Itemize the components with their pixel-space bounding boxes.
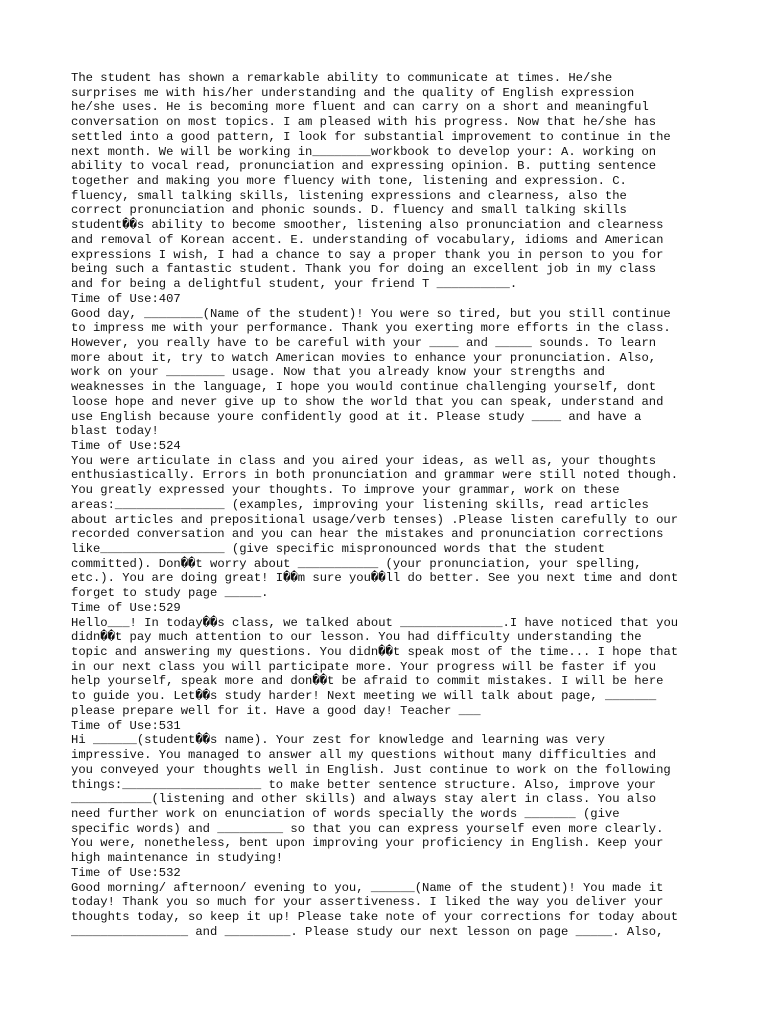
text-line: in our next class you will participate more. Your progress will be faster if you bbox=[71, 659, 657, 674]
text-line: to impress me with your performance. Thank you exerting more efforts in the class. bbox=[71, 321, 671, 336]
text-line: help yourself, speak more and don��t be afraid to commit mistakes. I will be here bbox=[71, 674, 664, 689]
text-line: use English because youre confidently good at it. Please study ____ and have a bbox=[71, 409, 642, 424]
text-line: Time of Use:407 bbox=[71, 291, 181, 306]
text-line: need further work on enunciation of words specially the words _______ (give bbox=[71, 806, 620, 821]
text-line: being such a fantastic student. Thank you for doing an excellent job in my class bbox=[71, 262, 657, 277]
text-line: work on your ________ usage. Now that you already know your strengths and bbox=[71, 365, 605, 380]
text-line: didn��t pay much attention to our lesson. You had difficulty understanding the bbox=[71, 630, 642, 645]
text-line: You greatly expressed your thoughts. To improve your grammar, work on these bbox=[71, 483, 620, 498]
text-line: Good morning/ afternoon/ evening to you, ______(Name of the student)! You made it bbox=[71, 880, 664, 895]
text-line: impressive. You managed to answer all my questions without many difficulties and bbox=[71, 748, 657, 763]
text-line: Time of Use:524 bbox=[71, 438, 181, 453]
text-line: blast today! bbox=[71, 424, 159, 439]
text-line: Hi ______(student��s name). Your zest for knowledge and learning was very bbox=[71, 733, 605, 748]
text-line: settled into a good pattern, I look for substantial improvement to continue in the bbox=[71, 129, 671, 144]
text-line: ________________ and _________. Please study our next lesson on page _____. Also, bbox=[71, 924, 664, 939]
text-line: loose hope and never give up to show the world that you can speak, understand and bbox=[71, 394, 664, 409]
text-line: You were, nonetheless, bent upon improving your proficiency in English. Keep your bbox=[71, 836, 664, 851]
text-line: please prepare well for it. Have a good day! Teacher ___ bbox=[71, 703, 481, 718]
text-line: expressions I wish, I had a chance to say a proper thank you in person to you for bbox=[71, 247, 664, 262]
text-line: Good day, ________(Name of the student)! You were so tired, but you still continue bbox=[71, 306, 671, 321]
text-line: thoughts today, so keep it up! Please take note of your corrections for today about bbox=[71, 909, 679, 924]
text-line: enthusiastically. Errors in both pronunciation and grammar were still noted though. bbox=[71, 468, 679, 483]
text-line: Time of Use:529 bbox=[71, 600, 181, 615]
text-line: together and making you more fluency with tone, listening and expression. C. bbox=[71, 174, 627, 189]
text-line: correct pronunciation and phonic sounds. D. fluency and small talking skills bbox=[71, 203, 627, 218]
text-line: student��s ability to become smoother, listening also pronunciation and clearness bbox=[71, 218, 664, 233]
text-line: Time of Use:532 bbox=[71, 865, 181, 880]
text-line: things:___________________ to make better sentence structure. Also, improve your bbox=[71, 777, 657, 792]
text-line: forget to study page _____. bbox=[71, 586, 269, 601]
text-line: fluency, small talking skills, listening expressions and clearness, also the bbox=[71, 188, 627, 203]
text-line: and for being a delightful student, your friend T __________. bbox=[71, 277, 518, 292]
text-line: ___________(listening and other skills) and always stay alert in class. You also bbox=[71, 792, 657, 807]
document-body bbox=[71, 71, 711, 939]
text-line: Hello___! In today��s class, we talked about ______________.I have noticed that you bbox=[71, 615, 679, 630]
text-line: The student has shown a remarkable ability to communicate at times. He/she bbox=[71, 71, 613, 85]
text-line: like_________________ (give specific mispronounced words that the student bbox=[71, 542, 605, 556]
text-line: ability to vocal read, pronunciation and expressing opinion. B. putting sentence bbox=[71, 159, 657, 174]
text-line: committed). Don��t worry about ___________ (your pronunciation, your spelling, bbox=[71, 556, 642, 571]
text-line: today! Thank you so much for your assertiveness. I liked the way you deliver your bbox=[71, 895, 664, 910]
text-line: next month. We will be working in________workbook to develop your: A. working on bbox=[71, 144, 657, 159]
text-line: he/she uses. He is becoming more fluent and can carry on a short and meaningful bbox=[71, 100, 649, 115]
text-line: to guide you. Let��s study harder! Next meeting we will talk about page, _______ bbox=[71, 689, 657, 704]
text-line: Time of Use:531 bbox=[71, 718, 181, 733]
text-line: However, you really have to be careful with your ____ and _____ sounds. To learn bbox=[71, 335, 657, 350]
text-line: more about it, try to watch American movies to enhance your pronunciation. Also, bbox=[71, 350, 657, 365]
text-line: and removal of Korean accent. E. understanding of vocabulary, idioms and American bbox=[71, 232, 664, 247]
text-line: topic and answering my questions. You didn��t speak most of the time... I hope that bbox=[71, 645, 679, 660]
text-line: specific words) and _________ so that you can express yourself even more clearly. bbox=[71, 821, 664, 836]
text-line: surprises me with his/her understanding and the quality of English expression bbox=[71, 85, 635, 100]
text-line: areas:_______________ (examples, improving your listening skills, read articles bbox=[71, 497, 649, 512]
text-line: weaknesses in the language, I hope you would continue challenging yourself, dont bbox=[71, 380, 657, 395]
text-line: You were articulate in class and you aired your ideas, as well as, your thoughts bbox=[71, 453, 657, 468]
text-line: you conveyed your thoughts well in English. Just continue to work on the following bbox=[71, 762, 671, 777]
text-line: high maintenance in studying! bbox=[71, 851, 284, 866]
text-line: recorded conversation and you can hear the mistakes and pronunciation corrections bbox=[71, 527, 664, 542]
text-line: conversation on most topics. I am pleased with his progress. Now that he/she has bbox=[71, 115, 657, 130]
text-line: etc.). You are doing great! I��m sure you��ll do better. See you next time and dont bbox=[71, 571, 679, 586]
text-line: about articles and prepositional usage/verb tenses) .Please listen carefully to our bbox=[71, 512, 679, 527]
